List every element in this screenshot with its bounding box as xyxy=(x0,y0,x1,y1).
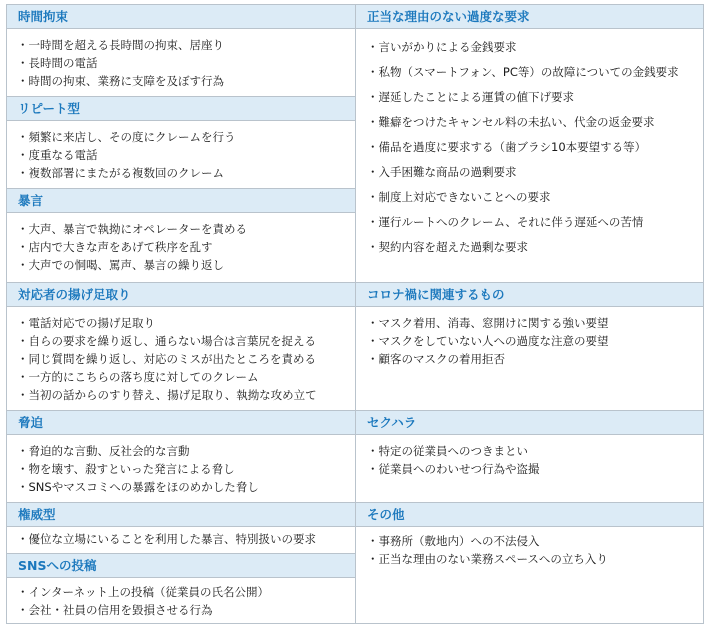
list-item: ・言いがかりによる金銭要求 xyxy=(367,40,517,54)
section-header-nitpick: 対応者の揚げ足取り xyxy=(7,283,355,307)
list-item: ・難癖をつけたキャンセル料の未払い、代金の返金要求 xyxy=(367,115,655,129)
section-header-restraint: 時間拘束 xyxy=(7,5,355,29)
list-item: ・インターネット上の投稿（従業員の氏名公開） xyxy=(17,585,269,599)
section-header-other: その他 xyxy=(356,503,703,527)
list-item: ・制度上対応できないことへの要求 xyxy=(367,190,551,204)
section-header-excessive: 正当な理由のない過度な要求 xyxy=(356,5,703,29)
list-item: ・運行ルートへのクレーム、それに伴う遅延への苦情 xyxy=(367,215,644,229)
list-item: ・マスクをしていない人への過度な注意の要望 xyxy=(367,334,609,348)
list-item: ・一方的にこちらの落ち度に対してのクレーム xyxy=(17,370,259,384)
list-item: ・大声、暴言で執拗にオペレーターを責める xyxy=(17,222,247,236)
list-item: ・事務所（敷地内）への不法侵入 xyxy=(367,534,540,548)
list-item: ・備品を過度に要求する（歯ブラシ10本要望する等） xyxy=(367,140,647,154)
section-header-abuse: 暴言 xyxy=(7,189,355,213)
list-item: ・顧客のマスクの着用拒否 xyxy=(367,352,505,366)
list-item: ・頻繁に来店し、その度にクレームを行う xyxy=(17,130,236,144)
list-item: ・電話対応での揚げ足取り xyxy=(17,316,155,330)
section-header-repeat: リピート型 xyxy=(7,97,355,121)
list-item: ・契約内容を超えた過剰な要求 xyxy=(367,240,528,254)
list-item: ・一時間を超える長時間の拘束、居座り xyxy=(17,38,224,52)
list-item: ・物を壊す、殺すといった発言による脅し xyxy=(17,462,235,476)
section-header-sexual: セクハラ xyxy=(356,411,703,435)
list-item: ・脅迫的な言動、反社会的な言動 xyxy=(17,444,190,458)
list-item: ・自らの要求を繰り返し、通らない場合は言葉尻を捉える xyxy=(17,334,316,348)
list-item: ・長時間の電話 xyxy=(17,56,98,70)
list-item: ・複数部署にまたがる複数回のクレーム xyxy=(17,166,224,180)
list-item: ・同じ質問を繰り返し、対応のミスが出たところを責める xyxy=(17,352,316,366)
list-item: ・正当な理由のない業務スペースへの立ち入り xyxy=(367,552,608,566)
section-header-threat: 脅迫 xyxy=(7,411,355,435)
list-item: ・店内で大きな声をあげて秩序を乱す xyxy=(17,240,213,254)
list-item: ・当初の話からのすり替え、揚げ足取り、執拗な攻め立て xyxy=(17,388,317,402)
section-header-corona: コロナ禍に関連するもの xyxy=(356,283,703,307)
list-item: ・会社・社員の信用を毀損させる行為 xyxy=(17,603,213,617)
list-item: ・入手困難な商品の過剰要求 xyxy=(367,165,517,179)
list-item: ・特定の従業員へのつきまとい xyxy=(367,444,528,458)
list-item: ・遅延したことによる運賃の値下げ要求 xyxy=(367,90,574,104)
list-item: ・優位な立場にいることを利用した暴言、特別扱いの要求 xyxy=(17,532,316,546)
list-item: ・私物（スマートフォン、PC等）の故障についての金銭要求 xyxy=(367,65,679,79)
list-item: ・マスク着用、消毒、窓開けに関する強い要望 xyxy=(367,316,609,330)
list-item: ・従業員へのわいせつ行為や盗撮 xyxy=(367,462,540,476)
list-item: ・度重なる電話 xyxy=(17,148,98,162)
list-item: ・時間の拘束、業務に支障を及ぼす行為 xyxy=(17,74,224,88)
section-header-authority: 権威型 xyxy=(7,503,355,527)
column-divider xyxy=(355,4,356,624)
list-item: ・大声での恫喝、罵声、暴言の繰り返し xyxy=(17,258,224,272)
section-header-sns: SNSへの投稿 xyxy=(7,554,355,578)
list-item: ・SNSやマスコミへの暴露をほのめかした脅し xyxy=(17,480,259,494)
